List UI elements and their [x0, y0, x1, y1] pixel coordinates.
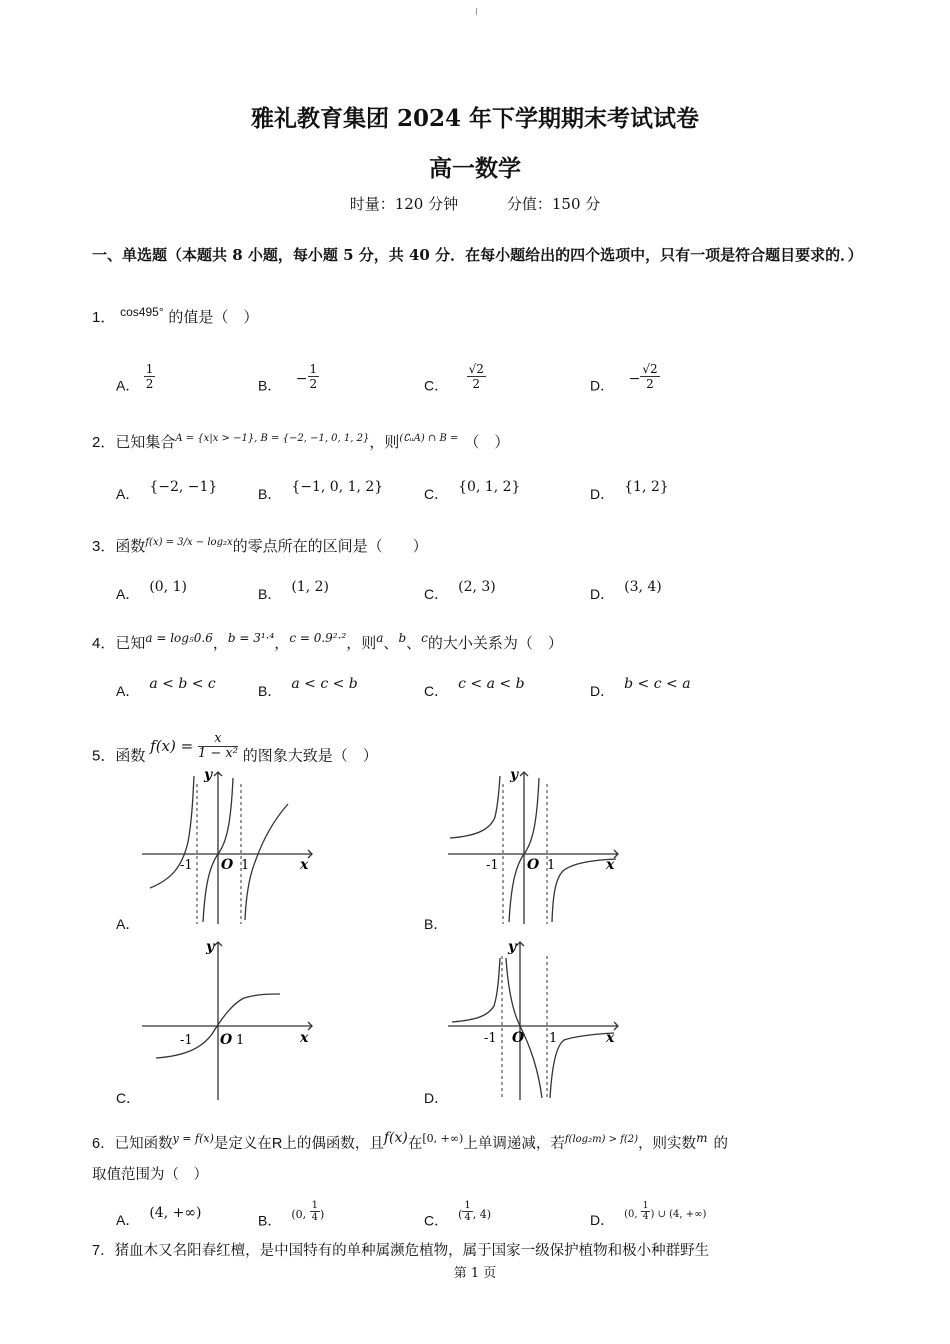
graph-label: y [508, 939, 517, 955]
q4-option-d[interactable]: D． b < c < a [590, 676, 691, 699]
q3-option-c[interactable]: C． (2, 3) [424, 579, 496, 602]
graph-label: x [300, 1030, 309, 1046]
graph-label: x [606, 1030, 615, 1046]
math-expression: cos495° [120, 305, 164, 319]
q6-option-b[interactable]: B． $^{(0,}$ $\frac{1}{4}$ ) [258, 1200, 325, 1229]
graph-label: O [221, 857, 234, 873]
graph-label: y [510, 767, 519, 783]
q2-option-d[interactable]: D． {1, 2} [590, 479, 669, 502]
math-expression: (∁ᵤA) ∩ B = [399, 433, 459, 444]
graph-b [446, 762, 626, 927]
graph-label: -1 [180, 858, 193, 873]
q2-option-b[interactable]: B． {−1, 0, 1, 2} [258, 479, 384, 502]
q5-option-b[interactable]: B． [424, 916, 448, 932]
graph-label: y [206, 939, 215, 955]
graph-label: 1 [549, 1031, 558, 1046]
math-expression: c = 0.9²·² [289, 631, 347, 645]
q3-option-b[interactable]: B． (1, 2) [258, 579, 329, 602]
graph-label: O [220, 1032, 233, 1048]
q6-option-a[interactable]: A． (4, +∞) [116, 1205, 202, 1228]
graph-d [446, 938, 626, 1103]
q2-option-a[interactable]: A． {−2, −1} [116, 479, 218, 502]
time-limit: 时量：120 分钟 [349, 195, 459, 213]
graph-label: y [204, 767, 213, 783]
question-2: 2．已知集合$^{A = \{x|x > -1\}, B = \{-2, -1, 0, 1, 2\}}$，则$^{(∁ᵤA) \cap B =}$ （ ） [92, 433, 510, 451]
q4-option-c[interactable]: C． c < a < b [424, 676, 525, 699]
question-7: 7．猪血木又名阳春红檀，是中国特有的单种属濒危植物，属于国家一级保护植物和极小种群野生 [92, 1243, 710, 1259]
question-text: 的值是（ ） [168, 308, 259, 326]
graph-c [140, 938, 320, 1103]
graph-label: x [606, 857, 615, 873]
q1-option-b[interactable]: B． − $\frac{1}{2}$ [258, 362, 318, 394]
graph-label: 1 [547, 858, 556, 873]
math-expression: b = 3¹·⁴ [227, 631, 275, 645]
page-footer: 第 1 页 [453, 1266, 497, 1281]
question-1 [92, 306, 258, 327]
math-expression: f(x) = 3/x − log₂x [145, 537, 233, 548]
q2-option-c[interactable]: C． {0, 1, 2} [424, 479, 521, 502]
q5-option-a[interactable]: A． [116, 916, 140, 932]
question-number: 1． [92, 309, 116, 326]
q4-option-a[interactable]: A． a < b < c [116, 676, 216, 699]
graph-label: x [300, 857, 309, 873]
graph-label: -1 [486, 858, 499, 873]
question-4: 4．已知$^{a = log_50.6}$，$^{b = 3^1\cdot^4}$，$^{c = 0.9^2\cdot^2}$，则$^a$、$^b$、$^c$的大小关系为（ ） [92, 631, 563, 652]
exam-title: 雅礼教育集团 2024 年下学期期末考试试卷 [250, 105, 700, 132]
q1-option-a[interactable]: A． $\frac{1}{2}$ [116, 362, 154, 394]
q1-option-c[interactable]: C． $\frac{√2}{2}$ [424, 362, 484, 394]
graph-a [140, 762, 320, 927]
exam-meta [0, 193, 950, 214]
q3-option-a[interactable]: A． (0, 1) [116, 579, 187, 602]
q5-option-c[interactable]: C． [116, 1090, 141, 1106]
total-score: 分值：150 分 [506, 195, 601, 213]
q4-option-b[interactable]: B． a < c < b [258, 676, 358, 699]
graph-label: 1 [241, 858, 250, 873]
q5-option-d[interactable]: D． [424, 1090, 449, 1106]
math-expression: f(x) = [150, 736, 194, 755]
question-3: 3．函数$^{f(x) = 3/x - log_2x}$的零点所在的区间是（ ） [92, 537, 428, 555]
exam-subtitle: 高一数学 [429, 155, 521, 182]
math-expression: a = log₅0.6 [145, 631, 213, 645]
graph-label: -1 [484, 1031, 497, 1046]
question-6-line2: 取值范围为（ ） [92, 1167, 208, 1183]
q3-option-d[interactable]: D． (3, 4) [590, 579, 662, 602]
graph-label: O [512, 1030, 525, 1046]
math-expression: A = {x|x > −1}, B = {−2, −1, 0, 1, 2} [175, 433, 370, 444]
top-mark [476, 8, 477, 15]
q6-option-c[interactable]: C． ( $\frac{1}{4}$ $^{, 4)}$ [424, 1200, 492, 1229]
question-6: 6．已知函数$^{y = f(x)}$是定义在R上的偶函数，且f(x)在$^{[0, +\infty)}$上单调递减，若$^{f(log_2m) > f(2)}$，则实数$^m$ 的 [92, 1130, 728, 1152]
q6-option-d[interactable]: D． $^{(0,}$ $\frac{1}{4}$ $^{) \cup (4, +\infty)}$ [590, 1200, 707, 1228]
graph-label: 1 [236, 1033, 245, 1048]
graph-label: -1 [180, 1033, 193, 1048]
q1-option-d[interactable]: D． − $\frac{√2}{2}$ [590, 362, 658, 394]
question-5: 5．函数 f(x) = $\frac{x}{\text{1 − x²}}$ 的图象大致是（ ） [92, 731, 378, 765]
graph-label: O [527, 857, 540, 873]
section-heading: 一、单选题（本题共 8 小题，每小题 5 分，共 40 分．在每小题给出的四个选项中，只有一项是符合题目要求的．） [92, 246, 863, 264]
